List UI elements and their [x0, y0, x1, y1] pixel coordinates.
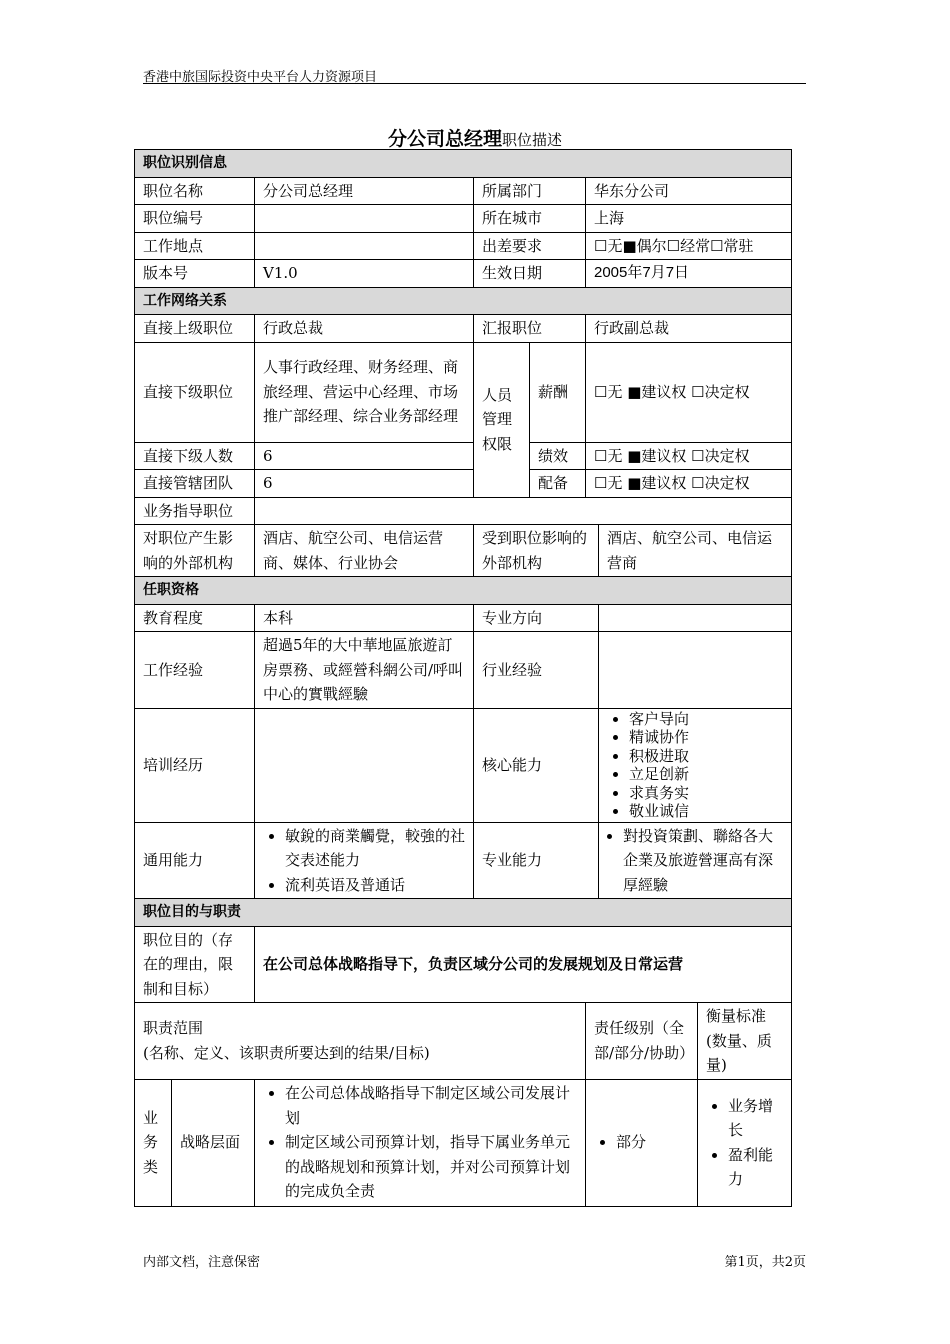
guide-label: 业务指导职位 [135, 497, 255, 525]
category-cell: 业务类 [135, 1079, 172, 1206]
superior-value: 行政总裁 [255, 315, 474, 343]
section-qualification-title: 任职资格 [135, 577, 792, 605]
ext-affected-label: 受到职位影响的外部机构 [474, 525, 599, 577]
exp-label: 工作经验 [135, 632, 255, 709]
purpose-value: 在公司总体战略指导下，负责区域分公司的发展规划及日常运营 [255, 926, 792, 1003]
duties-list [263, 1081, 577, 1204]
sub-count-value: 6 [255, 442, 474, 470]
core-item: • 客户导向 [629, 710, 783, 729]
core-item: • 精诚协作 [629, 728, 783, 747]
core-ability-list [607, 710, 783, 821]
staff-label: 配备 [530, 470, 586, 498]
location-label: 工作地点 [135, 232, 255, 260]
major-label: 专业方向 [474, 604, 599, 632]
title-main: 分公司总经理 [387, 128, 502, 150]
job-description-table [134, 149, 792, 1207]
effective-value: 2005年7月7日 [586, 260, 792, 288]
perf-authority: ☐无 ■建议权 ☐决定权 [586, 442, 792, 470]
core-item: • 立足创新 [629, 765, 783, 784]
general-item: • 流利英语及普通话 [285, 873, 465, 898]
scope-label: 职责范围 [143, 1019, 204, 1038]
major-value [599, 604, 792, 632]
guide-value [255, 497, 792, 525]
dept-value: 华东分公司 [586, 177, 792, 205]
team-label: 直接管辖团队 [135, 470, 255, 498]
pro-item: • 對投資策劃、聯絡各大企業及旅遊營運高有深厚經驗 [623, 824, 783, 898]
pro-ability-cell [599, 822, 792, 899]
report-value: 行政副总裁 [586, 315, 792, 343]
purpose-label: 职位目的（存在的理由，限制和目标） [135, 926, 255, 1003]
footer-confidential: 内部文档，注意保密 [143, 1255, 261, 1270]
job-name-label: 职位名称 [135, 177, 255, 205]
ext-affect-value: 酒店、航空公司、电信运营商、媒体、行业协会 [255, 525, 474, 577]
version-label: 版本号 [135, 260, 255, 288]
perf-label: 绩效 [530, 442, 586, 470]
measure-item: • 业务增长 [728, 1094, 783, 1143]
scope-sub: (名称、定义、该职责所要达到的结果/目标) [143, 1043, 430, 1062]
pro-label: 专业能力 [474, 822, 599, 899]
header-project: 香港中旅国际投资中央平台人力资源项目 [143, 70, 378, 85]
sub-category-cell: 战略层面 [172, 1079, 255, 1206]
core-item: • 求真务实 [629, 784, 783, 803]
section-identification-title: 职位识别信息 [135, 150, 792, 178]
header-divider [143, 83, 806, 84]
general-item: • 敏銳的商業觸覺，較強的社交表述能力 [285, 824, 465, 873]
staff-authority: ☐无 ■建议权 ☐决定权 [586, 470, 792, 498]
core-label: 核心能力 [474, 708, 599, 822]
title-suffix: 职位描述 [502, 131, 563, 149]
general-label: 通用能力 [135, 822, 255, 899]
section-duties-title: 职位目的与职责 [135, 899, 792, 927]
team-value: 6 [255, 470, 474, 498]
travel-label: 出差要求 [474, 232, 586, 260]
scope-header [135, 1003, 586, 1080]
mgmt-authority-label: 人员管理权限 [474, 342, 530, 497]
city-label: 所在城市 [474, 205, 586, 233]
pro-ability-list [607, 824, 783, 898]
subordinate-label: 直接下级职位 [135, 342, 255, 442]
core-item: • 敬业诚信 [629, 802, 783, 821]
salary-label: 薪酬 [530, 342, 586, 442]
industry-value [599, 632, 792, 709]
city-value: 上海 [586, 205, 792, 233]
subordinate-value: 人事行政经理、财务经理、商旅经理、营运中心经理、市场推广部经理、综合业务部经理 [255, 342, 474, 442]
level-item: • 部分 [616, 1130, 689, 1155]
report-label: 汇报职位 [474, 315, 586, 343]
duty-item: • 在公司总体战略指导下制定区域公司发展计划 [285, 1081, 577, 1130]
page-title [0, 124, 950, 151]
ext-affected-value: 酒店、航空公司、电信运营商 [599, 525, 792, 577]
level-list [594, 1130, 689, 1155]
measure-cell [698, 1079, 792, 1206]
travel-value: ☐无■偶尔☐经常☐常驻 [586, 232, 792, 260]
exp-value: 超過5年的大中華地區旅遊訂房票務、或經營科網公司/呼叫中心的實戰經驗 [255, 632, 474, 709]
level-label: 责任级别（全部/部分/协助） [586, 1003, 698, 1080]
superior-label: 直接上级职位 [135, 315, 255, 343]
location-value [255, 232, 474, 260]
dept-label: 所属部门 [474, 177, 586, 205]
salary-authority: ☐无 ■建议权 ☐决定权 [586, 342, 792, 442]
measure-label: 衡量标准(数量、质量) [698, 1003, 792, 1080]
general-ability-cell [255, 822, 474, 899]
level-cell [586, 1079, 698, 1206]
core-item: • 积极进取 [629, 747, 783, 766]
core-ability-cell [599, 708, 792, 822]
job-name-value: 分公司总经理 [255, 177, 474, 205]
job-code-label: 职位编号 [135, 205, 255, 233]
sub-count-label: 直接下级人数 [135, 442, 255, 470]
general-ability-list [263, 824, 465, 898]
version-value: V1.0 [255, 260, 474, 288]
training-label: 培训经历 [135, 708, 255, 822]
section-network-title: 工作网络关系 [135, 287, 792, 315]
measure-item: • 盈利能力 [728, 1143, 783, 1192]
edu-value: 本科 [255, 604, 474, 632]
job-code-value [255, 205, 474, 233]
ext-affect-label: 对职位产生影响的外部机构 [135, 525, 255, 577]
duties-cell [255, 1079, 586, 1206]
industry-label: 行业经验 [474, 632, 599, 709]
measure-list [706, 1094, 783, 1192]
training-value [255, 708, 474, 822]
edu-label: 教育程度 [135, 604, 255, 632]
footer-page-number: 第1页，共2页 [724, 1255, 806, 1270]
effective-label: 生效日期 [474, 260, 586, 288]
duty-item: • 制定区域公司预算计划，指导下属业务单元的战略规划和预算计划，并对公司预算计划的完成负全责 [285, 1130, 577, 1204]
